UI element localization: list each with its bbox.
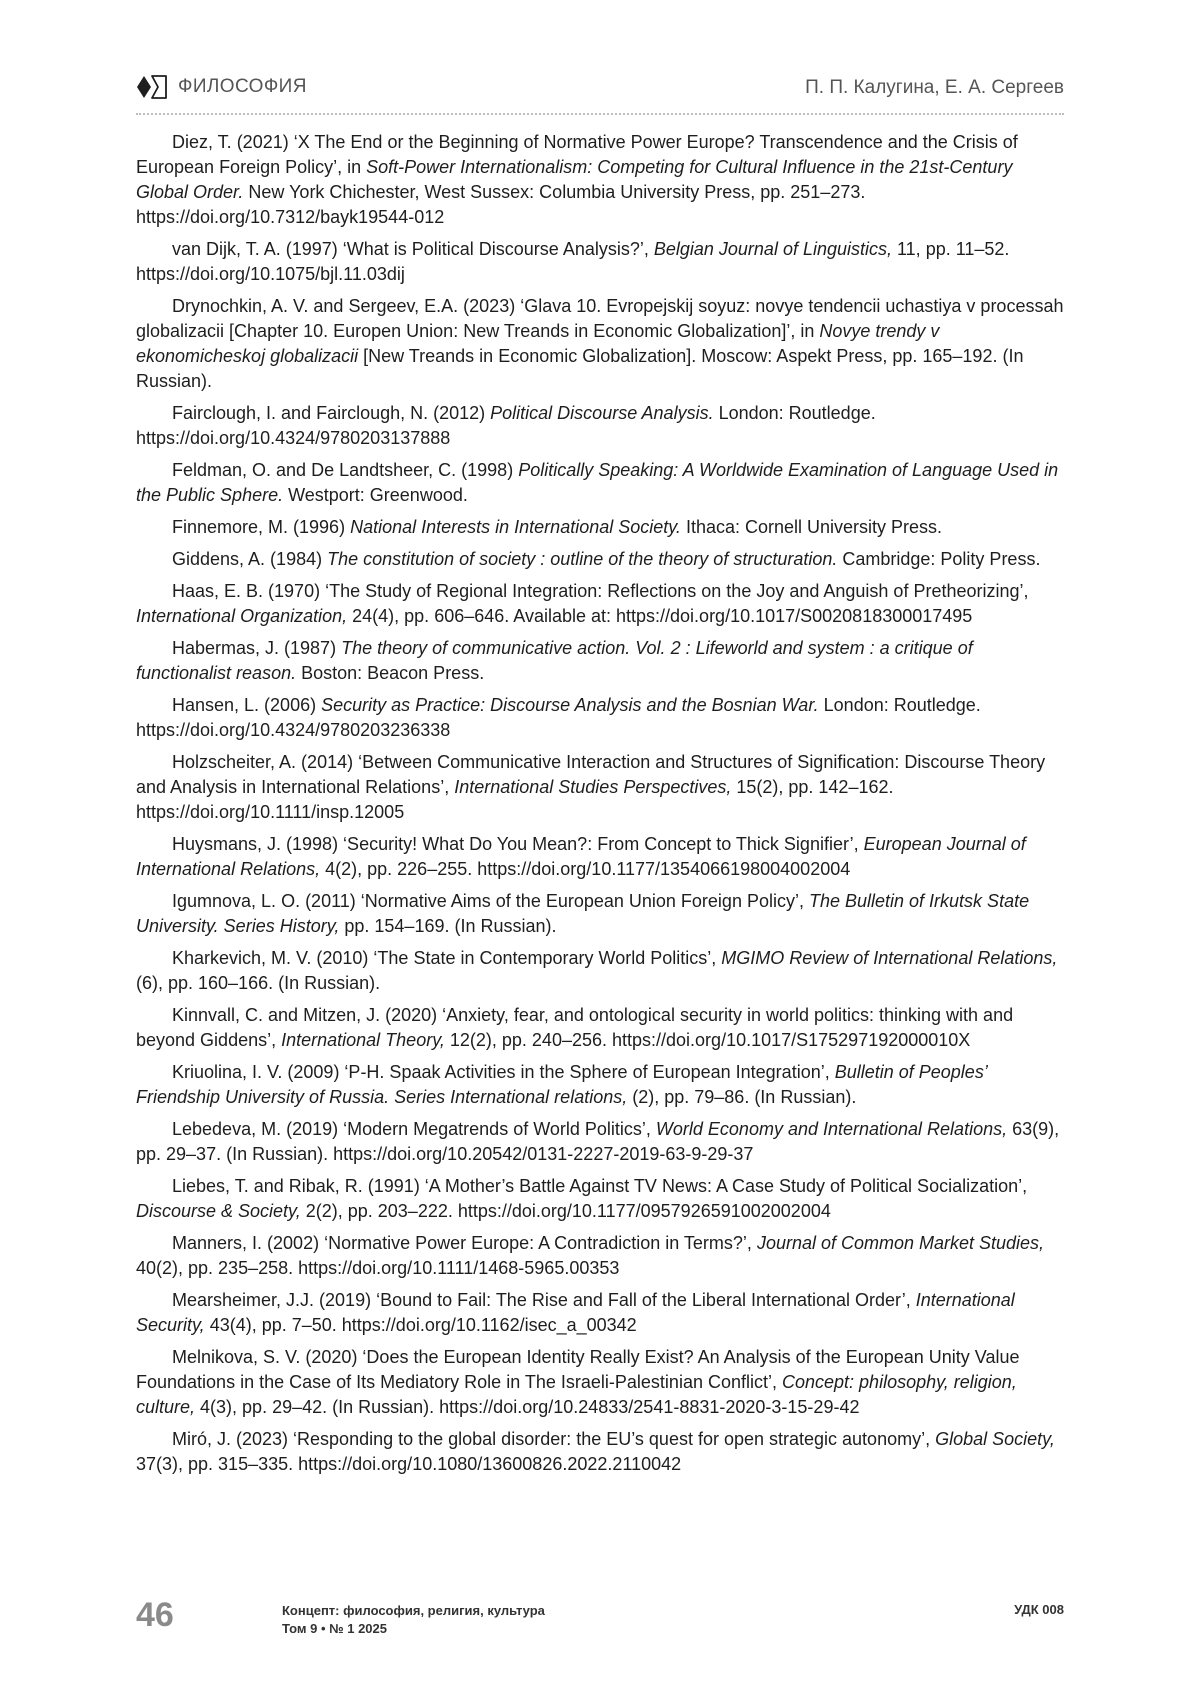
ref-text: New York Chichester, West Sussex: Columbia University Press, pp. 251–273. https://doi.org/10.7312/bayk19544-012 bbox=[136, 182, 866, 227]
ref-text: [New Treands in Economic Globalization]. Moscow: Aspekt Press, pp. 165–192. (In Russian). bbox=[136, 346, 1024, 391]
ref-text: Ithaca: Cornell University Press. bbox=[680, 517, 943, 537]
ref-text: Miró, J. (2023) ‘Responding to the global disorder: the EU’s quest for open strategic autonomy’, bbox=[172, 1429, 936, 1449]
ref-text: Kriuolina, I. V. (2009) ‘P-H. Spaak Activities in the Sphere of European Integration’, bbox=[172, 1062, 835, 1082]
ref-text: London: Routledge. https://doi.org/10.4324/9780203137888 bbox=[136, 403, 876, 448]
ref-source: International Theory, bbox=[281, 1030, 445, 1050]
ref-text: 40(2), pp. 235–258. https://doi.org/10.1111/1468-5965.00353 bbox=[136, 1258, 620, 1278]
reference-entry bbox=[136, 294, 1066, 394]
ref-source: Novye trendy v ekonomicheskoj globalizacii bbox=[136, 321, 940, 366]
ref-text: Giddens, A. (1984) bbox=[172, 549, 328, 569]
ref-text: Manners, I. (2002) ‘Normative Power Europe: A Contradiction in Terms?’, bbox=[172, 1233, 757, 1253]
ref-text: 2(2), pp. 203–222. https://doi.org/10.1177/0957926591002002004 bbox=[300, 1201, 831, 1221]
ref-source: National Interests in International Society. bbox=[350, 517, 681, 537]
ref-text: 43(4), pp. 7–50. https://doi.org/10.1162/isec_a_00342 bbox=[204, 1315, 637, 1335]
reference-entry bbox=[136, 693, 1066, 743]
ref-text: (6), pp. 160–166. (In Russian). bbox=[136, 973, 381, 993]
reference-entry bbox=[136, 1003, 1066, 1053]
ref-text: (2), pp. 79–86. (In Russian). bbox=[627, 1087, 857, 1107]
reference-entry bbox=[136, 1174, 1066, 1224]
ref-text: Fairclough, I. and Fairclough, N. (2012) bbox=[172, 403, 491, 423]
ref-text: 11, pp. 11–52. https://doi.org/10.1075/bjl.11.03dij bbox=[136, 239, 1010, 284]
ref-text: Drynochkin, A. V. and Sergeev, E.A. (2023) ‘Glava 10. Evropejskij soyuz: novye tendencii uchastiya v processah globalizacii [Chapter 10. Europen Union: New Treands in Economic Globalization]’, in bbox=[136, 296, 1064, 341]
ref-text: pp. 154–169. (In Russian). bbox=[339, 916, 557, 936]
reference-entry bbox=[136, 401, 1066, 451]
ref-text: Feldman, O. and De Landtsheer, C. (1998) bbox=[172, 460, 519, 480]
journal-issue: Том 9 • № 1 2025 bbox=[282, 1621, 387, 1636]
ref-source: World Economy and International Relations, bbox=[655, 1119, 1008, 1139]
ref-text: Huysmans, J. (1998) ‘Security! What Do You Mean?: From Concept to Thick Signifier’, bbox=[172, 834, 864, 854]
udc-code: УДК 008 bbox=[1014, 1602, 1064, 1617]
ref-text: 4(3), pp. 29–42. (In Russian). https://doi.org/10.24833/2541-8831-2020-3-15-29-42 bbox=[195, 1397, 860, 1417]
reference-entry bbox=[136, 636, 1066, 686]
header-divider bbox=[136, 113, 1064, 115]
ref-text: van Dijk, T. A. (1997) ‘What is Political Discourse Analysis?’, bbox=[172, 239, 654, 259]
ref-source: International Security, bbox=[136, 1290, 1015, 1335]
ref-source: International Organization, bbox=[136, 606, 348, 626]
ref-source: Politically Speaking: A Worldwide Examination of Language Used in the Public Sphere. bbox=[136, 460, 1059, 505]
ref-source: Concept: philosophy, religion, culture, bbox=[136, 1372, 1017, 1417]
page-number: 46 bbox=[136, 1596, 174, 1634]
reference-entry bbox=[136, 889, 1066, 939]
page-header bbox=[136, 74, 1064, 114]
ref-text: Haas, E. B. (1970) ‘The Study of Regional Integration: Reflections on the Joy and Anguish of Pretheorizing’, bbox=[172, 581, 1029, 601]
ref-text: Habermas, J. (1987) bbox=[172, 638, 342, 658]
reference-entry bbox=[136, 130, 1066, 230]
ref-source: The Bulletin of Irkutsk State University. Series History, bbox=[136, 891, 1030, 936]
ref-text: London: Routledge. https://doi.org/10.4324/9780203236338 bbox=[136, 695, 981, 740]
ref-text: 24(4), pp. 606–646. Available at: https://doi.org/10.1017/S0020818300017495 bbox=[347, 606, 973, 626]
ref-text: 4(2), pp. 226–255. https://doi.org/10.1177/1354066198004002004 bbox=[320, 859, 851, 879]
diamond-logo-icon bbox=[136, 75, 168, 99]
reference-entry bbox=[136, 458, 1066, 508]
reference-entry bbox=[136, 1345, 1066, 1420]
ref-text: Melnikova, S. V. (2020) ‘Does the European Identity Really Exist? An Analysis of the European Unity Value Foundations in the Case of Its Mediatory Role in The Israeli-Palestinian Conflict’, bbox=[136, 1347, 1020, 1392]
reference-entry bbox=[136, 946, 1066, 996]
page-footer bbox=[136, 1596, 1064, 1646]
ref-text: Liebes, T. and Ribak, R. (1991) ‘A Mother’s Battle Against TV News: A Case Study of Political Socialization’, bbox=[172, 1176, 1028, 1196]
ref-source: Belgian Journal of Linguistics, bbox=[653, 239, 892, 259]
ref-source: Soft-Power Internationalism: Competing for Cultural Influence in the 21st-Century Global Order. bbox=[136, 157, 1013, 202]
ref-source: International Studies Perspectives, bbox=[454, 777, 732, 797]
reference-entry bbox=[136, 832, 1066, 882]
ref-source: Discourse & Society, bbox=[136, 1201, 301, 1221]
reference-entry bbox=[136, 1060, 1066, 1110]
ref-source: Global Society, bbox=[935, 1429, 1055, 1449]
section-title: ФИЛОСОФИЯ bbox=[178, 76, 307, 97]
ref-source: The constitution of society : outline of the theory of structuration. bbox=[327, 549, 838, 569]
ref-text: Kharkevich, M. V. (2010) ‘The State in Contemporary World Politics’, bbox=[172, 948, 722, 968]
ref-source: The theory of communicative action. Vol. 2 : Lifeworld and system : a critique of functionalist reason. bbox=[136, 638, 973, 683]
reference-entry bbox=[136, 547, 1066, 572]
reference-entry bbox=[136, 1117, 1066, 1167]
reference-entry bbox=[136, 750, 1066, 825]
reference-entry bbox=[136, 515, 1066, 540]
ref-text: Cambridge: Polity Press. bbox=[837, 549, 1041, 569]
reference-entry bbox=[136, 237, 1066, 287]
ref-source: Security as Practice: Discourse Analysis and the Bosnian War. bbox=[321, 695, 819, 715]
ref-source: MGIMO Review of International Relations, bbox=[721, 948, 1058, 968]
ref-text: Diez, T. (2021) ‘X The End or the Beginning of Normative Power Europe? Transcendence and the Crisis of European Foreign Policy’, in bbox=[136, 132, 1018, 177]
reference-entry bbox=[136, 579, 1066, 629]
ref-text: 63(9), pp. 29–37. (In Russian). https://doi.org/10.20542/0131-2227-2019-63-9-29-37 bbox=[136, 1119, 1060, 1164]
ref-text: 15(2), pp. 142–162. https://doi.org/10.1111/insp.12005 bbox=[136, 777, 894, 822]
ref-text: 37(3), pp. 315–335. https://doi.org/10.1080/13600826.2022.2110042 bbox=[136, 1454, 682, 1474]
ref-source: Bulletin of Peoples’ Friendship University of Russia. Series International relations, bbox=[136, 1062, 987, 1107]
reference-entry bbox=[136, 1288, 1066, 1338]
ref-text: 12(2), pp. 240–256. https://doi.org/10.1017/S175297192000010X bbox=[444, 1030, 971, 1050]
ref-source: Political Discourse Analysis. bbox=[490, 403, 714, 423]
journal-title: Концепт: философия, религия, культура bbox=[282, 1603, 545, 1618]
ref-text: Kinnvall, C. and Mitzen, J. (2020) ‘Anxiety, fear, and ontological security in world politics: thinking with and beyond Giddens’, bbox=[136, 1005, 1014, 1050]
ref-source: Journal of Common Market Studies, bbox=[756, 1233, 1045, 1253]
ref-text: Holzscheiter, A. (2014) ‘Between Communicative Interaction and Structures of Signification: Discourse Theory and Analysis in International Relations’, bbox=[136, 752, 1046, 797]
reference-list bbox=[136, 130, 1066, 1484]
ref-text: Westport: Greenwood. bbox=[283, 485, 468, 505]
running-authors: П. П. Калугина, Е. А. Сергеев bbox=[805, 77, 1064, 98]
reference-entry bbox=[136, 1231, 1066, 1281]
ref-text: Igumnova, L. O. (2011) ‘Normative Aims of the European Union Foreign Policy’, bbox=[172, 891, 809, 911]
reference-entry bbox=[136, 1427, 1066, 1477]
ref-text: Mearsheimer, J.J. (2019) ‘Bound to Fail: The Rise and Fall of the Liberal International Order’, bbox=[172, 1290, 916, 1310]
ref-text: Boston: Beacon Press. bbox=[296, 663, 485, 683]
ref-text: Lebedeva, M. (2019) ‘Modern Megatrends of World Politics’, bbox=[172, 1119, 656, 1139]
ref-source: European Journal of International Relations, bbox=[136, 834, 1026, 879]
ref-text: Hansen, L. (2006) bbox=[172, 695, 322, 715]
ref-text: Finnemore, M. (1996) bbox=[172, 517, 351, 537]
